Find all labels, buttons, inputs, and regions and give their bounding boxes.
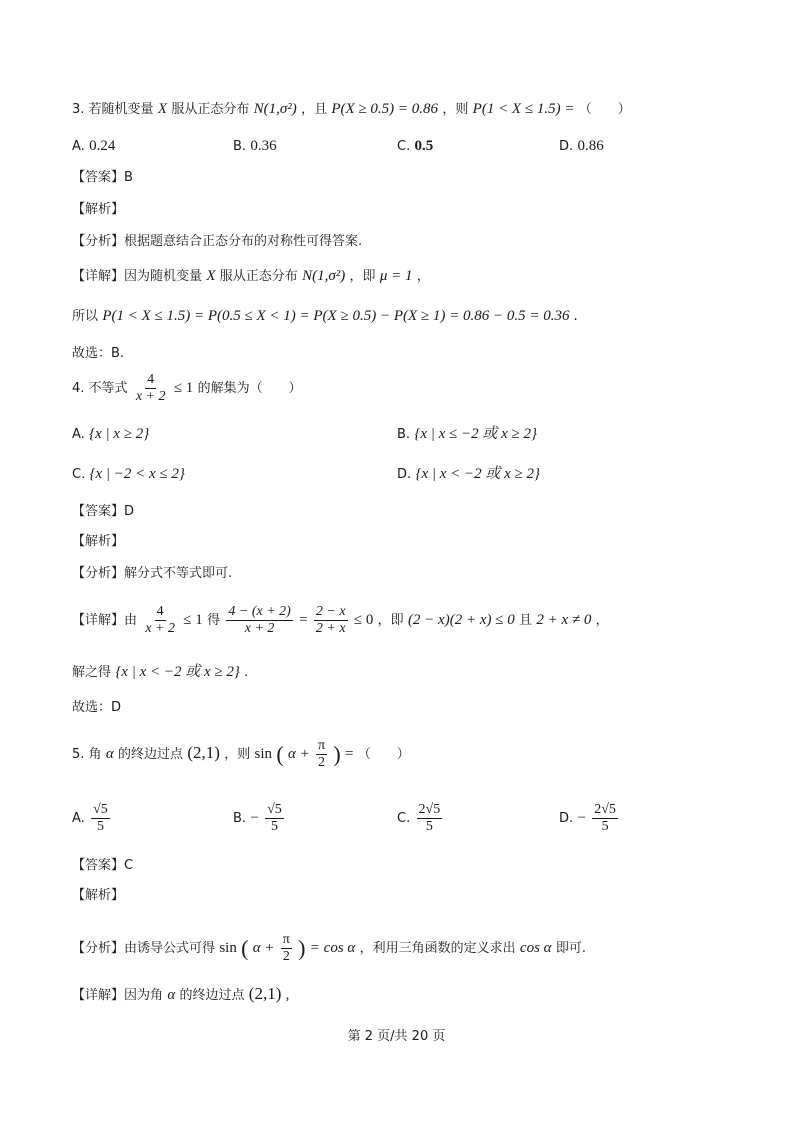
- q4-jie: [72, 662, 248, 683]
- q3-var-x: X: [157, 101, 168, 117]
- q4-answer: 【答案】D: [72, 504, 135, 519]
- option-fraction: [417, 802, 443, 835]
- q4-option-a: [72, 424, 149, 445]
- q4-stem: [72, 372, 302, 405]
- option-label: C.: [72, 467, 86, 482]
- q5-xj-b: 的终边过点: [179, 988, 245, 1003]
- fraction-numerator: π: [282, 932, 290, 947]
- option-fraction: [91, 802, 110, 835]
- q5-cosa: cos α: [519, 940, 552, 956]
- q5-answer: 【答案】C: [72, 858, 134, 873]
- q5-alpha: α: [167, 987, 176, 1003]
- q4-xj-d: 且: [519, 613, 533, 628]
- q3-var-x: X: [206, 268, 216, 284]
- q4-le1: ≤ 1: [173, 380, 194, 396]
- q3-normal: N(1,σ²): [253, 101, 297, 117]
- fraction-denominator: x + 2: [135, 389, 166, 404]
- q4-jie-a: 解之得: [72, 665, 112, 680]
- right-paren: ): [333, 741, 341, 767]
- option-value: 0.24: [89, 138, 116, 154]
- q5-alpha-plus: α +: [252, 940, 275, 956]
- q3-option-c: [397, 136, 433, 157]
- q5-option-a: [72, 802, 112, 835]
- q4-xj-c: ，即: [377, 613, 404, 628]
- fraction-denominator: 5: [601, 819, 609, 834]
- left-paren: (: [241, 935, 249, 961]
- fraction-numerator: √5: [93, 802, 108, 817]
- q4-jie-b: .: [244, 664, 248, 680]
- q4-ne: 2 + x ≠ 0: [536, 612, 592, 628]
- q3-option-d: [559, 136, 604, 157]
- q5-fenxi: [72, 932, 586, 965]
- q3-cond: P(X ≥ 0.5) = 0.86: [331, 101, 439, 117]
- q5-point: (2,1): [187, 743, 220, 762]
- q5-stem-b: 的终边过点: [118, 747, 184, 762]
- option-label: C.: [397, 139, 411, 154]
- q5-option-d: [559, 802, 620, 835]
- q3-xiangjie-b: 服从正态分布: [219, 269, 298, 284]
- option-value: {x | −2 < x ≤ 2}: [89, 466, 185, 482]
- option-label: B.: [233, 811, 247, 826]
- fraction-denominator: 5: [96, 819, 104, 834]
- q4-xj-a: 【详解】由: [72, 613, 138, 628]
- q5-alpha: α: [105, 746, 114, 762]
- option-sign: −: [250, 810, 259, 826]
- q3-stem-c: ，且: [301, 102, 328, 117]
- q3-calc-line: [72, 306, 578, 327]
- option-value: 0.86: [577, 138, 604, 154]
- q3-jiexi: 【解析】: [72, 202, 125, 217]
- q5-xj-c: ,: [285, 987, 290, 1003]
- q3-mu: μ = 1: [379, 268, 413, 284]
- q4-xj-e: ，: [595, 613, 609, 628]
- q4-option-d: [397, 464, 540, 485]
- q5-jiexi: 【解析】: [72, 888, 125, 903]
- q3-answer: 【答案】B: [72, 170, 133, 185]
- fraction-numerator: 4: [156, 604, 164, 619]
- q3-normal: N(1,σ²): [302, 268, 346, 284]
- q3-fenxi: 【分析】根据题意结合正态分布的对称性可得答案.: [72, 234, 363, 249]
- q4-fenxi: 【分析】解分式不等式即可.: [72, 566, 233, 581]
- q3-xiangjie-d: ，: [416, 269, 430, 284]
- q4-option-c: [72, 464, 185, 485]
- option-label: C.: [397, 811, 411, 826]
- option-sign: −: [577, 810, 586, 826]
- q4-xj-b: 得: [207, 613, 221, 628]
- q5-stem: [72, 738, 410, 771]
- fraction-numerator: 2√5: [418, 802, 441, 817]
- option-value: {x | x ≤ −2 或 x ≥ 2}: [414, 426, 538, 442]
- right-paren: ): [298, 935, 306, 961]
- q3-stem-a: 3. 若随机变量: [72, 102, 154, 117]
- q5-pi-over-2: [281, 932, 292, 965]
- q5-xj-a: 【详解】因为角: [72, 988, 164, 1003]
- left-paren: (: [276, 741, 284, 767]
- q4-fraction: [134, 372, 168, 405]
- q3-option-a: [72, 136, 115, 157]
- q5-option-b: [233, 802, 286, 835]
- q5-cos-eq: = cos α: [309, 940, 356, 956]
- q3-option-b: [233, 136, 277, 157]
- option-label: D.: [397, 467, 412, 482]
- q5-xiangjie: [72, 984, 289, 1006]
- q3-xiangjie-c: ，即: [349, 269, 376, 284]
- q5-point: (2,1): [248, 984, 282, 1003]
- q4-stem-b: 的解集为（ ）: [197, 381, 302, 396]
- option-label: B.: [233, 139, 247, 154]
- q4-le1: ≤ 1: [183, 612, 203, 628]
- fraction-denominator: 2: [282, 949, 290, 964]
- q5-option-c: [397, 802, 444, 835]
- fraction-denominator: 2 + x: [315, 621, 346, 636]
- q4-jiexi: 【解析】: [72, 534, 125, 549]
- option-label: A.: [72, 139, 85, 154]
- fraction-numerator: 2√5: [594, 802, 616, 817]
- q5-stem-a: 5. 角: [72, 747, 102, 762]
- option-label: A.: [72, 427, 85, 442]
- q5-fx-a: 【分析】由诱导公式可得: [72, 941, 216, 956]
- q5-sin: sin: [254, 746, 273, 762]
- q5-fx-b: ，利用三角函数的定义求出: [359, 941, 516, 956]
- fraction-denominator: x + 2: [244, 621, 275, 636]
- option-value: 0.36: [250, 138, 277, 154]
- option-value: {x | x < −2 或 x ≥ 2}: [415, 466, 541, 482]
- q3-stem-d: ，则: [442, 102, 469, 117]
- q5-pi-over-2: [316, 738, 327, 771]
- page-footer: 第 2 页/共 20 页: [347, 1029, 446, 1044]
- q3-calc: P(1 < X ≤ 1.5) = P(0.5 ≤ X < 1) = P(X ≥ 0.5) − P(X ≥ 1) = 0.86 − 0.5 = 0.36: [102, 308, 570, 324]
- option-value: {x | x ≥ 2}: [89, 426, 150, 442]
- option-label: B.: [397, 427, 411, 442]
- q3-ask: P(1 < X ≤ 1.5) =: [472, 101, 575, 117]
- option-fraction: [265, 802, 284, 835]
- option-label: A.: [72, 811, 85, 826]
- fraction-denominator: 5: [425, 819, 433, 834]
- fraction-numerator: 4: [147, 372, 155, 387]
- q3-xiangjie: [72, 266, 430, 287]
- q3-stem-b: 服从正态分布: [171, 102, 250, 117]
- q4-stem-a: 4. 不等式: [72, 381, 128, 396]
- option-label: D.: [559, 139, 574, 154]
- fraction-numerator: √5: [267, 802, 282, 817]
- q3-xiangjie-a: 【详解】因为随机变量: [72, 269, 203, 284]
- fraction-numerator: 4 − (x + 2): [228, 604, 291, 619]
- option-value: 0.5: [414, 138, 434, 154]
- fraction-denominator: 5: [270, 819, 278, 834]
- fraction-denominator: x + 2: [145, 621, 175, 636]
- q4-prod: (2 − x)(2 + x) ≤ 0: [407, 612, 515, 628]
- fraction-numerator: π: [318, 738, 326, 753]
- option-label: D.: [559, 811, 574, 826]
- q3-suoyi: 所以: [72, 309, 99, 324]
- q4-fraction-1: [143, 604, 177, 637]
- q3-dot: .: [573, 308, 578, 324]
- fraction-numerator: 2 − x: [315, 604, 346, 619]
- q5-sin: sin: [219, 940, 237, 956]
- q5-eq: =: [345, 746, 354, 762]
- q5-alpha-plus: α +: [287, 746, 310, 762]
- q4-fraction-2: [226, 604, 292, 637]
- q4-le0: ≤ 0: [353, 612, 374, 628]
- option-fraction: [592, 802, 618, 835]
- q4-jie-set: {x | x < −2 或 x ≥ 2}: [115, 664, 240, 680]
- q4-option-b: [397, 424, 537, 445]
- q4-guxuan: 故选：D: [72, 700, 122, 715]
- q5-stem-d: （ ）: [357, 747, 410, 762]
- q3-guxuan: 故选：B.: [72, 346, 125, 361]
- q3-stem: [72, 99, 631, 120]
- q4-fraction-3: [314, 604, 348, 637]
- q5-stem-c: ，则: [224, 747, 251, 762]
- fraction-denominator: 2: [318, 755, 326, 770]
- q5-fx-c: 即可.: [555, 941, 586, 956]
- q4-xiangjie: [72, 604, 609, 637]
- q3-stem-e: （ ）: [578, 102, 631, 117]
- q4-eq: =: [299, 612, 308, 628]
